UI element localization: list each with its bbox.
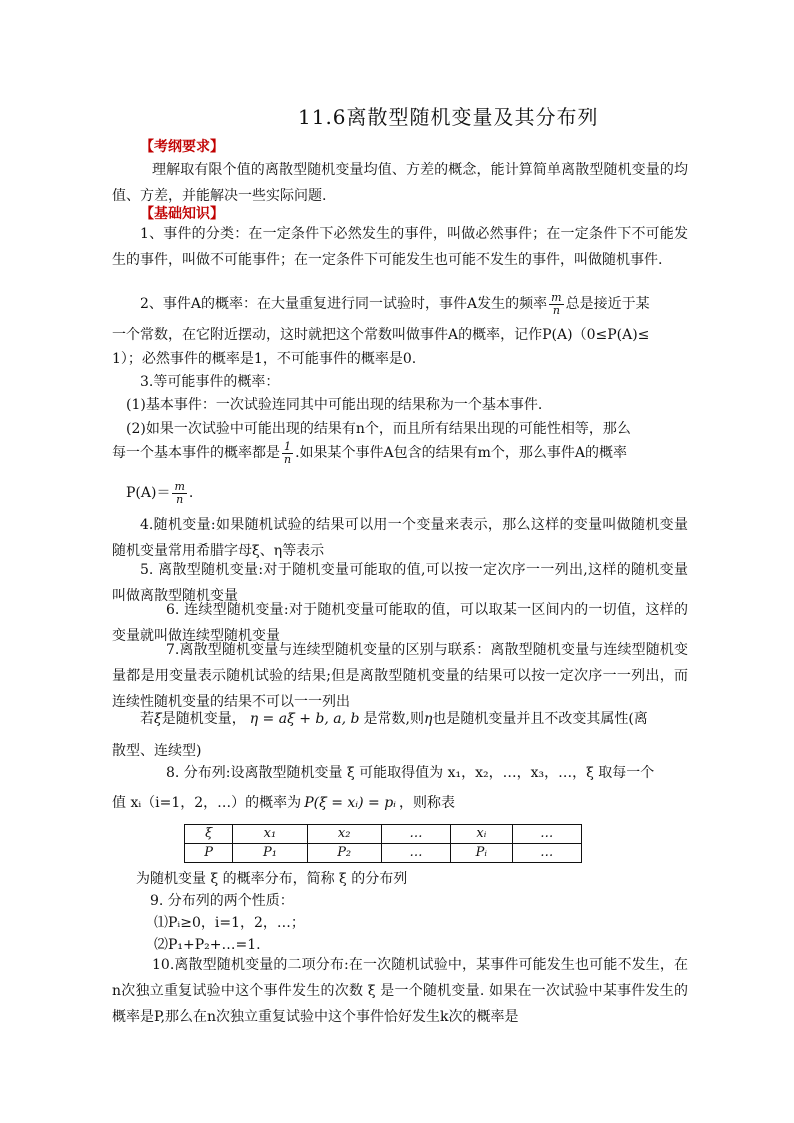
- table-cell: …: [512, 844, 581, 863]
- table-cell: ξ: [185, 825, 233, 844]
- item-8-distribution-line-2: 值 xᵢ（i=1，2，…）的概率为 P(ξ = xᵢ) = pᵢ ，则称表: [112, 795, 455, 811]
- item-6-continuous-variable: 6. 连续型随机变量:对于随机变量可能取的值，可以取某一区间内的一切值，这样的变量就叫做连续型随机变量: [112, 602, 688, 644]
- table-cell: …: [512, 825, 581, 844]
- item-2-line-2: 一个常数，在它附近摆动，这时就把这个常数叫做事件A的概率，记作P(A)（0≤P(A)≤: [112, 327, 650, 343]
- table-row: [185, 844, 582, 863]
- item-5-discrete-variable: 5. 离散型随机变量:对于随机变量可能取的值,可以按一定次序一一列出,这样的随机变量叫做离散型随机变量: [112, 562, 688, 604]
- item-9-property-2: ⑵P₁+P₂+…=1.: [154, 937, 261, 953]
- table-cell: P₁: [233, 844, 307, 863]
- item-3-heading: 3.等可能事件的概率：: [140, 374, 280, 390]
- item-8-table-caption: 为随机变量 ξ 的概率分布，简称 ξ 的分布列: [136, 871, 408, 887]
- item-7-linear-transform-cont: 散型、连续型): [112, 743, 202, 759]
- table-cell: Pᵢ: [451, 844, 512, 863]
- requirements-tag: 【考纲要求】: [140, 139, 224, 155]
- page-title: 11.6离散型随机变量及其分布列: [298, 105, 599, 129]
- table-cell: x₂: [307, 825, 381, 844]
- item-3-basic-event: (1)基本事件：一次试验连同其中可能出现的结果称为一个基本事件.: [126, 397, 543, 413]
- item-2-line-1: 2、事件A的概率：在大量重复进行同一试验时，事件A发生的频率 $\frac{m}{n}$ 总是接近于某: [140, 290, 650, 317]
- table-row: [185, 825, 582, 844]
- linear-transform-formula: η = aξ + b, a, b: [249, 711, 360, 727]
- item-3-equal-prob-line-2: 每一个基本事件的概率都是 $\frac{1}{n}$ .如果某个事件A包含的结果有m个，那么事件A的概率: [112, 439, 628, 466]
- item-9-property-1: ⑴Pᵢ≥0，i=1，2，…；: [154, 915, 305, 931]
- table-cell: …: [381, 844, 450, 863]
- item-2-line-3: 1）；必然事件的概率是1，不可能事件的概率是0.: [112, 351, 417, 367]
- fraction-m-over-n: $\frac{m}{n}$: [551, 290, 562, 317]
- fraction-1-over-n: $\frac{1}{n}$: [284, 439, 292, 466]
- distribution-table: [184, 824, 582, 863]
- table-cell: P₂: [307, 844, 381, 863]
- fraction-pa-m-over-n: $\frac{m}{n}$: [174, 479, 185, 506]
- table-cell: …: [381, 825, 450, 844]
- table-cell: x₁: [233, 825, 307, 844]
- item-7-linear-transform: 若ξ是随机变量， η = aξ + b, a, b 是常数,则η也是随机变量并且不改变其属性(离: [140, 711, 648, 727]
- item-3-equal-prob-line-1: (2)如果一次试验中可能出现的结果有n个，而且所有结果出现的可能性相等，那么: [126, 421, 631, 437]
- item-3-pa-formula: P(A)＝ $\frac{m}{n}$ .: [126, 479, 194, 506]
- table-cell: P: [185, 844, 233, 863]
- requirements-text: 理解取有限个值的离散型随机变量均值、方差的概念，能计算简单离散型随机变量的均值、方差，并能解决一些实际问题.: [112, 162, 688, 204]
- probability-formula: P(ξ = xᵢ) = pᵢ: [304, 795, 396, 811]
- basics-tag: 【基础知识】: [140, 206, 224, 222]
- table-cell: xᵢ: [451, 825, 512, 844]
- item-10-binomial: 10.离散型随机变量的二项分布:在一次随机试验中，某事件可能发生也可能不发生，在n次独立重复试验中这个事件发生的次数 ξ 是一个随机变量. 如果在一次试验中某事件发生的概率是P,那么在n次独立重复试验中这个事件恰好发生k次的概率是: [112, 957, 688, 1025]
- item-7-difference: 7.离散型随机变量与连续型随机变量的区别与联系：离散型随机变量与连续型随机变量都是用变量表示随机试验的结果;但是离散型随机变量的结果可以按一定次序一一列出，而连续性随机变量的结果不可以一一列出: [112, 642, 688, 710]
- item-4-random-variable: 4.随机变量:如果随机试验的结果可以用一个变量来表示，那么这样的变量叫做随机变量随机变量常用希腊字母ξ、η等表示: [112, 517, 688, 559]
- item-1-event-types: 1、事件的分类：在一定条件下必然发生的事件，叫做必然事件；在一定条件下不可能发生的事件，叫做不可能事件；在一定条件下可能发生也可能不发生的事件，叫做随机事件.: [112, 226, 688, 268]
- item-9-heading: 9. 分布列的两个性质：: [150, 893, 294, 909]
- item-8-distribution-line-1: 8. 分布列:设离散型随机变量 ξ 可能取得值为 x₁，x₂，…，x₃，…，ξ 取每一个: [166, 765, 655, 781]
